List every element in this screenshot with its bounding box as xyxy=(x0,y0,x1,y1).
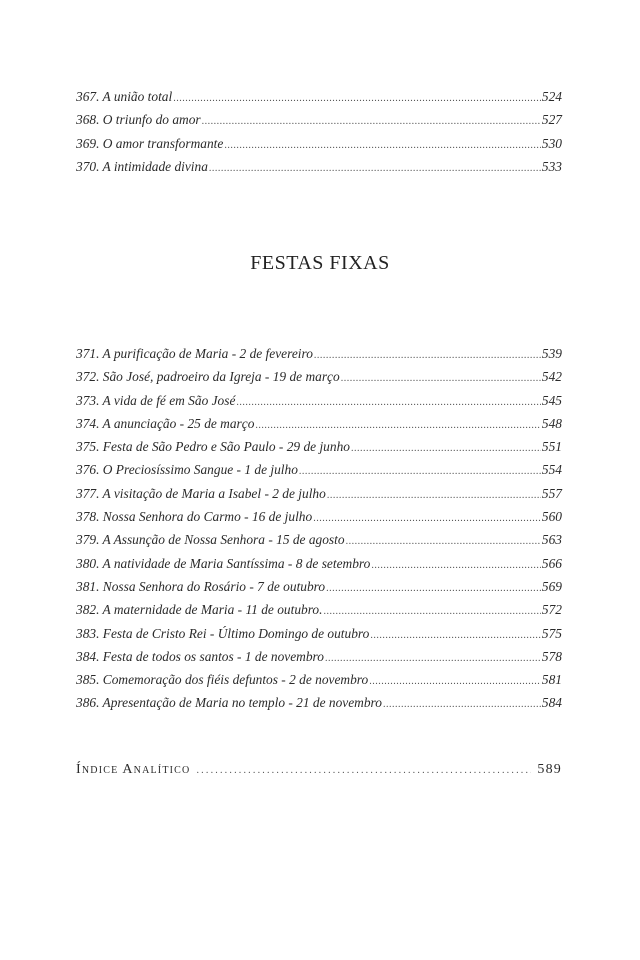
toc-entry[interactable] xyxy=(76,672,562,695)
toc-entry-title: 372. São José, padroeiro da Igreja - 19 de março xyxy=(76,369,340,385)
toc-entry-page: 551 xyxy=(541,439,562,455)
dot-leader xyxy=(326,583,541,594)
toc-entry-page: 575 xyxy=(541,625,562,641)
toc-entry-title: 379. A Assunção de Nossa Senhora - 15 de agosto xyxy=(76,532,345,548)
toc-entry-page: 563 xyxy=(541,532,562,548)
toc-entry[interactable] xyxy=(76,509,562,532)
toc-entry-title: 369. O amor transformante xyxy=(76,135,224,151)
toc-entry-page: 554 xyxy=(541,462,562,478)
toc-entry[interactable] xyxy=(76,89,562,112)
dot-leader xyxy=(351,443,541,454)
toc-entry-page: 545 xyxy=(541,392,562,408)
dot-leader xyxy=(224,140,541,151)
toc-entry[interactable] xyxy=(76,649,562,672)
toc-entry-page: 566 xyxy=(541,555,562,571)
toc-entry-title: 370. A intimidade divina xyxy=(76,158,208,174)
toc-entry[interactable] xyxy=(76,602,562,625)
toc-entry-page: 533 xyxy=(541,158,562,174)
index-entry-title: Índice Analítico xyxy=(76,762,191,777)
toc-entry-title: 381. Nossa Senhora do Rosário - 7 de outubro xyxy=(76,578,326,594)
toc-entry-title: 384. Festa de todos os santos - 1 de novembro xyxy=(76,648,324,664)
toc-entry-title: 371. A purificação de Maria - 2 de fevereiro xyxy=(76,346,313,361)
toc-list-fixed-feasts xyxy=(76,346,562,719)
toc-entry-page: 524 xyxy=(541,89,562,104)
toc-entry-title: 376. O Preciosíssimo Sangue - 1 de julho xyxy=(76,462,298,478)
toc-entry-page: 578 xyxy=(541,648,562,664)
toc-list-top xyxy=(76,89,562,182)
toc-entry-title: 374. A anunciação - 25 de março xyxy=(76,415,255,431)
dot-leader xyxy=(341,373,541,384)
toc-entry[interactable] xyxy=(76,136,562,159)
toc-entry-page: 557 xyxy=(541,485,562,501)
toc-entry-title: 380. A natividade de Maria Santíssima - 8 de setembro xyxy=(76,555,371,571)
toc-entry[interactable] xyxy=(76,579,562,602)
toc-entry-page: 560 xyxy=(541,509,562,525)
dot-leader xyxy=(299,466,541,477)
toc-entry[interactable] xyxy=(76,626,562,649)
toc-entry-title: 377. A visitação de Maria a Isabel - 2 de julho xyxy=(76,485,326,501)
dot-leader xyxy=(255,420,541,431)
toc-entry[interactable] xyxy=(76,462,562,485)
dot-leader xyxy=(369,676,541,687)
toc-entry-title: 386. Apresentação de Maria no templo - 21 de novembro xyxy=(76,695,382,711)
toc-entry[interactable] xyxy=(76,556,562,579)
toc-entry[interactable] xyxy=(76,532,562,555)
toc-entry[interactable] xyxy=(76,346,562,369)
toc-entry-title: 368. O triunfo do amor xyxy=(76,112,201,128)
toc-entry-title: 385. Comemoração dos fiéis defuntos - 2 de novembro xyxy=(76,672,369,688)
toc-entry[interactable] xyxy=(76,439,562,462)
toc-entry-title: 383. Festa de Cristo Rei - Último Domingo de outubro xyxy=(76,625,370,641)
toc-entry[interactable] xyxy=(76,112,562,135)
dot-leader xyxy=(371,560,541,571)
toc-entry-page: 581 xyxy=(541,672,562,688)
dot-leader xyxy=(323,606,540,617)
dot-leader xyxy=(383,699,541,710)
toc-entry-page: 530 xyxy=(541,135,562,151)
toc-entry-title: 382. A maternidade de Maria - 11 de outubro. xyxy=(76,602,323,618)
toc-entry[interactable] xyxy=(76,393,562,416)
dot-leader xyxy=(346,536,541,547)
dot-leader xyxy=(196,765,531,776)
dot-leader xyxy=(370,630,541,641)
toc-entry-page: 527 xyxy=(541,112,562,128)
toc-entry[interactable] xyxy=(76,695,562,718)
toc-entry-page: 539 xyxy=(541,346,562,361)
toc-entry-page: 584 xyxy=(541,695,562,711)
toc-entry[interactable] xyxy=(76,416,562,439)
toc-entry-page: 542 xyxy=(541,369,562,385)
index-entry[interactable] xyxy=(76,762,562,778)
dot-leader xyxy=(173,93,541,104)
index-entry-page: 589 xyxy=(537,762,562,777)
dot-leader xyxy=(313,513,541,524)
dot-leader xyxy=(314,350,541,361)
toc-entry-page: 572 xyxy=(541,602,562,618)
toc-entry-page: 569 xyxy=(541,578,562,594)
dot-leader xyxy=(325,653,541,664)
dot-leader xyxy=(202,116,541,127)
toc-entry-title: 367. A união total xyxy=(76,89,173,104)
dot-leader xyxy=(327,490,541,501)
toc-entry-title: 373. A vida de fé em São José xyxy=(76,392,236,408)
toc-entry[interactable] xyxy=(76,159,562,182)
toc-entry-title: 375. Festa de São Pedro e São Paulo - 29 de junho xyxy=(76,439,350,455)
section-heading: FESTAS FIXAS xyxy=(250,252,390,274)
toc-entry-page: 548 xyxy=(541,415,562,431)
toc-entry[interactable] xyxy=(76,486,562,509)
toc-entry[interactable] xyxy=(76,369,562,392)
toc-entry-title: 378. Nossa Senhora do Carmo - 16 de julho xyxy=(76,509,313,525)
dot-leader xyxy=(236,397,540,408)
dot-leader xyxy=(209,163,541,174)
